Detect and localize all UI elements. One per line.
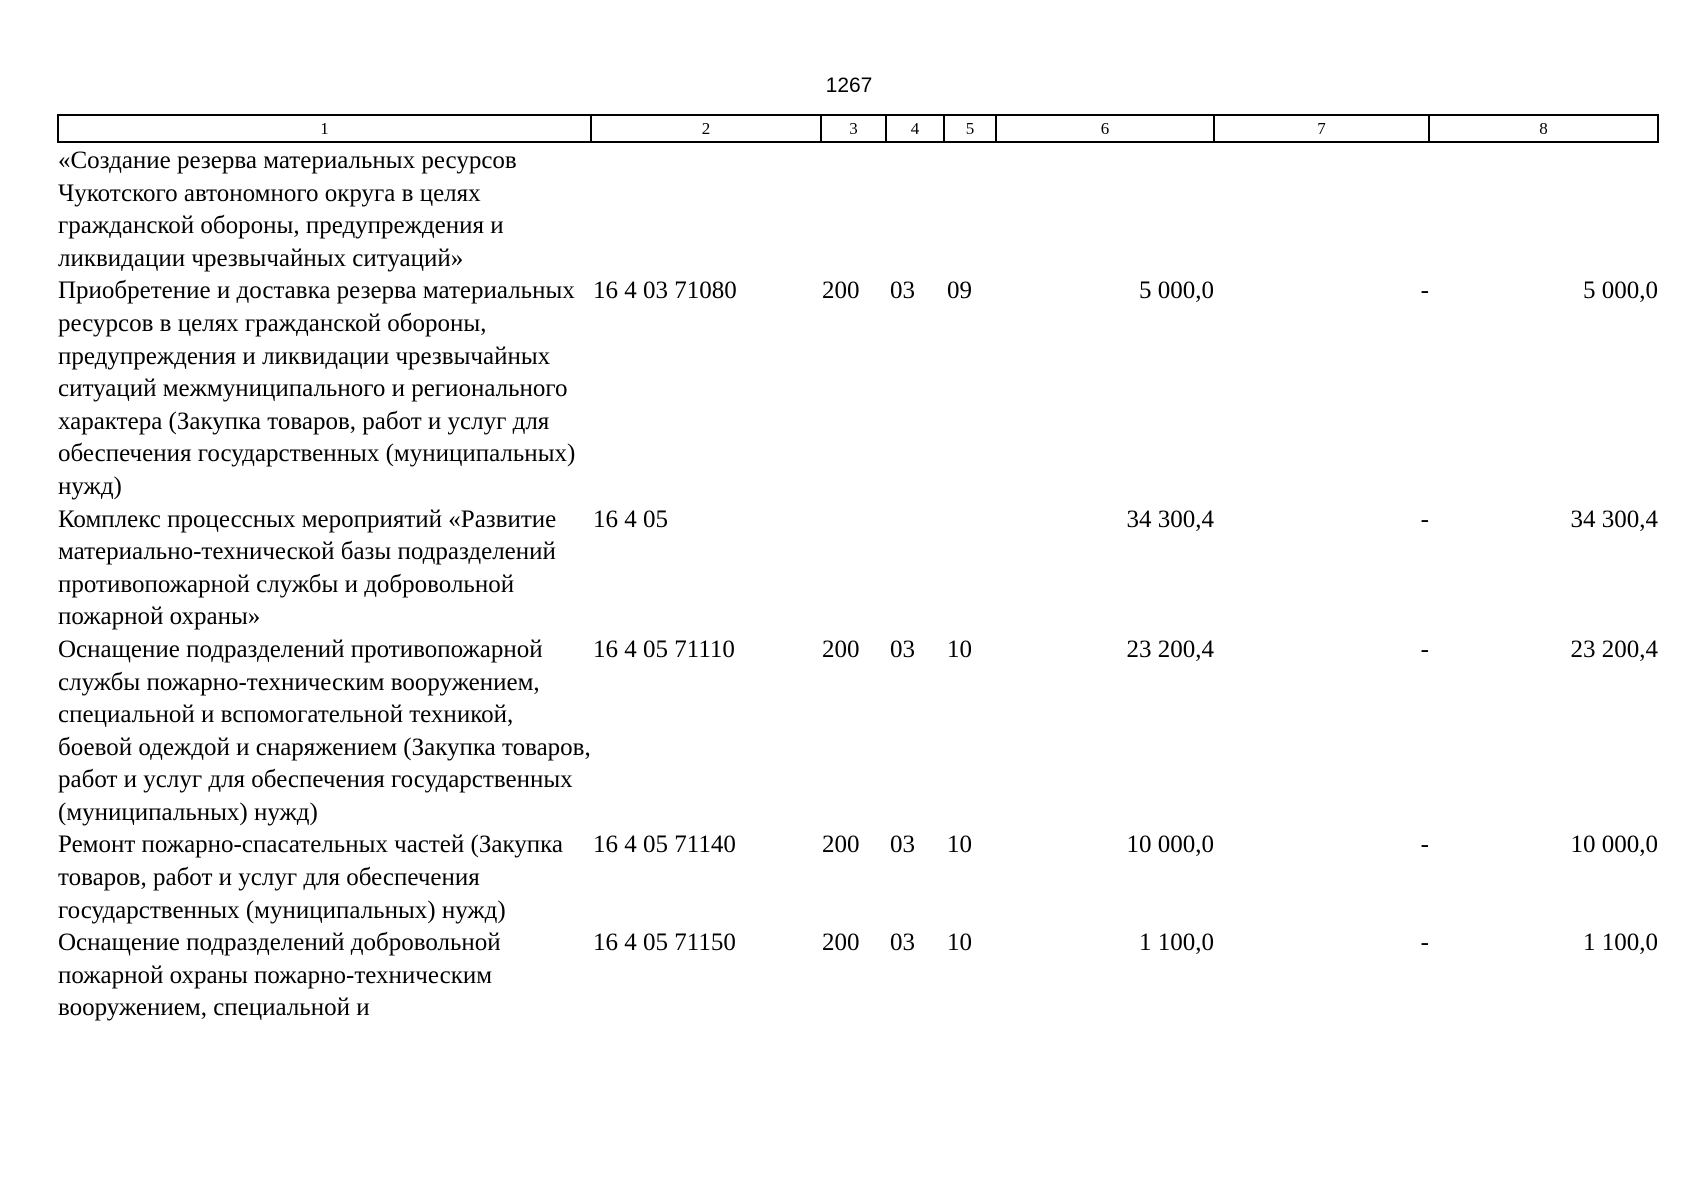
table-header (58, 115, 1658, 142)
row-change: - (1420, 929, 1429, 957)
row-subsection: 10 (947, 929, 972, 957)
column-number-4: 4 (886, 115, 944, 142)
row-expense-type: 200 (822, 929, 860, 957)
row-code: 16 4 05 71150 (593, 929, 736, 957)
row-code: 16 4 05 71140 (593, 831, 736, 859)
row-change: - (1420, 635, 1429, 663)
row-name: Ремонт пожарно-спасательных частей (Закупка товаров, работ и услуг для обеспечения государственных (муниципальных) нужд) (58, 831, 564, 924)
row-amount: 23 200,4 (1126, 635, 1214, 663)
table-row (58, 634, 1658, 830)
column-number-7: 7 (1214, 115, 1429, 142)
row-change: - (1420, 505, 1429, 533)
table-row (58, 504, 1658, 634)
table-body (58, 142, 1658, 1025)
row-amount (996, 142, 1214, 275)
row-expense-type: 200 (822, 831, 860, 859)
row-total: 1 100,0 (1583, 929, 1658, 957)
row-change: - (1420, 277, 1429, 305)
row-name: Оснащение подразделений противопожарной службы пожарно-техническим вооружением, специальной и вспомогательной техникой, боевой одеждой и снаряжением (Закупка товаров, работ и услуг для обеспечения государственных (муниципальных) нужд) (58, 635, 591, 826)
row-subsection: 10 (947, 635, 972, 663)
row-total: 10 000,0 (1570, 831, 1658, 859)
row-expense-type: 200 (822, 635, 860, 663)
row-total (1429, 142, 1658, 275)
column-number-8: 8 (1429, 115, 1658, 142)
row-name: Комплекс процессных мероприятий «Развитие материально-технической базы подразделений противопожарной службы и добровольной пожарной охраны» (58, 505, 557, 631)
table-row (58, 829, 1658, 927)
row-code: 16 4 03 71080 (593, 277, 737, 305)
budget-table (57, 114, 1659, 1025)
row-expense-type: 200 (822, 277, 860, 305)
row-section (886, 504, 944, 634)
row-code: 16 4 05 (593, 505, 668, 533)
row-subsection (944, 504, 996, 634)
column-number-6: 6 (996, 115, 1214, 142)
row-section: 03 (890, 831, 915, 859)
column-number-row (58, 115, 1658, 142)
row-name: Оснащение подразделений добровольной пожарной охраны пожарно-техническим вооружением, специальной и (58, 929, 501, 1022)
row-code: 16 4 05 71110 (593, 635, 735, 663)
table-row (58, 142, 1658, 275)
row-subsection: 09 (947, 277, 972, 305)
row-expense-type (821, 142, 886, 275)
column-number-5: 5 (944, 115, 996, 142)
row-section (886, 142, 944, 275)
column-number-1: 1 (58, 115, 591, 142)
row-change: - (1420, 831, 1429, 859)
column-number-2: 2 (591, 115, 821, 142)
row-total: 23 200,4 (1570, 635, 1658, 663)
row-section: 03 (890, 277, 915, 305)
row-subsection: 10 (947, 831, 972, 859)
row-total: 34 300,4 (1570, 505, 1658, 533)
row-code (591, 142, 821, 275)
row-subsection (944, 142, 996, 275)
row-total: 5 000,0 (1583, 277, 1658, 305)
row-section: 03 (890, 929, 915, 957)
table-row (58, 927, 1658, 1025)
row-section: 03 (890, 635, 915, 663)
row-amount: 34 300,4 (1126, 505, 1214, 533)
row-amount: 1 100,0 (1139, 929, 1214, 957)
column-number-3: 3 (821, 115, 886, 142)
table-row (58, 275, 1658, 503)
row-amount: 5 000,0 (1139, 277, 1214, 305)
page-number: 1267 (825, 74, 873, 97)
row-amount: 10 000,0 (1126, 831, 1214, 859)
row-name: «Создание резерва материальных ресурсов Чукотского автономного округа в целях гражданской обороны, предупреждения и ликвидации чрезвычайных ситуаций» (58, 147, 517, 272)
row-expense-type (821, 504, 886, 634)
row-change (1214, 142, 1429, 275)
row-name: Приобретение и доставка резерва материальных ресурсов в целях гражданской обороны, предупреждения и ликвидации чрезвычайных ситуаций межмуниципального и регионального характера (Закупка товаров, работ и услуг для обеспечения государственных (муниципальных) нужд) (58, 277, 576, 500)
